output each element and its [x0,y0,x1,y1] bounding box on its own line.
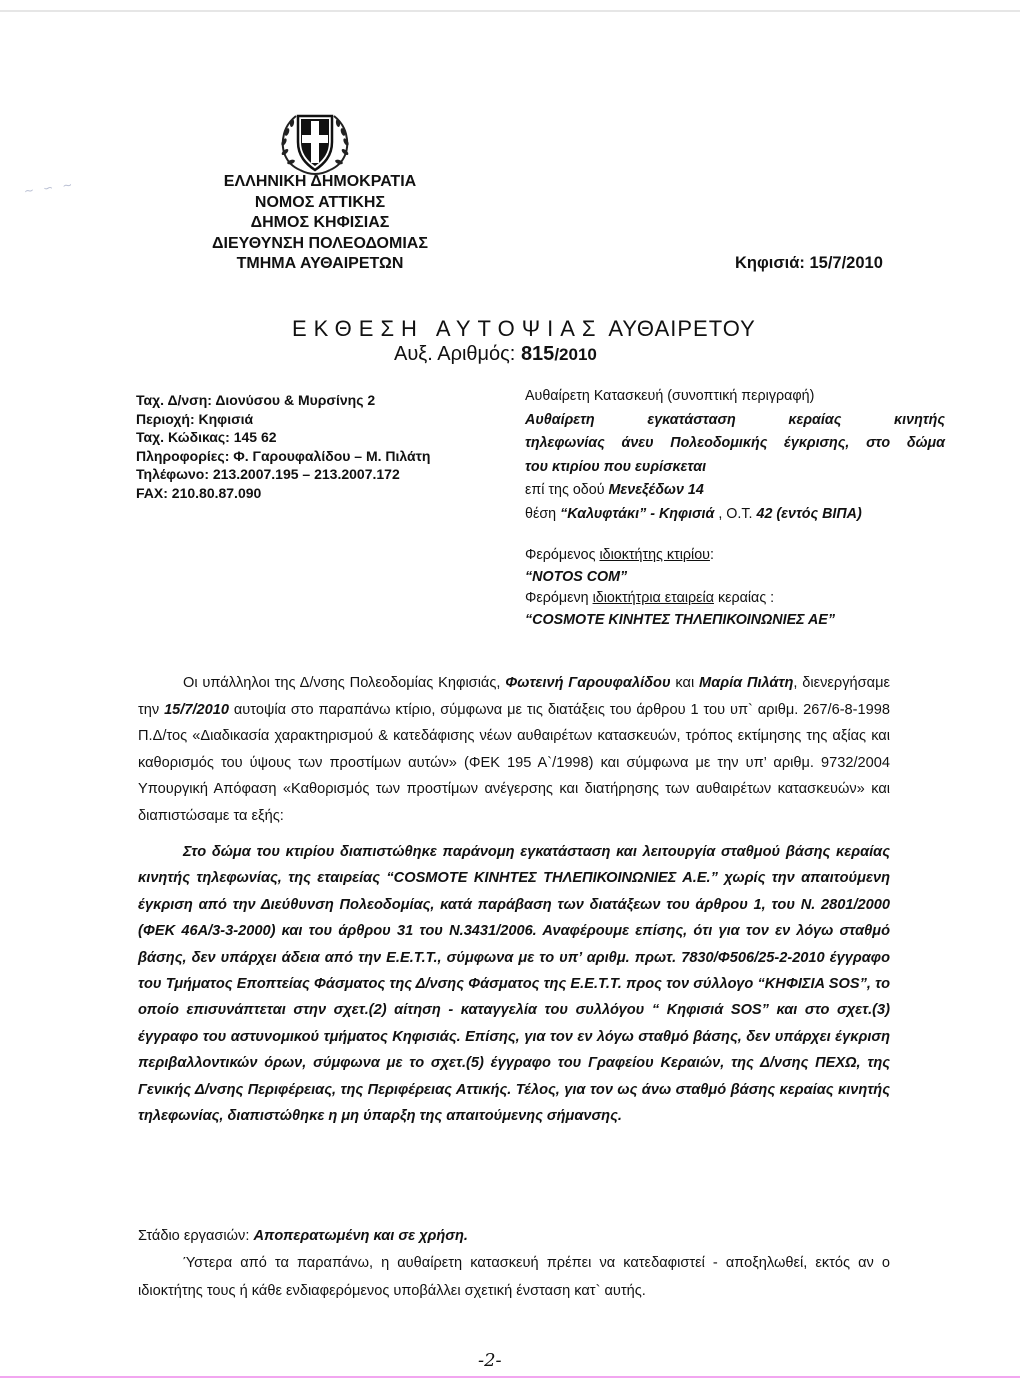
authority-line-republic: ΕΛΛΗΝΙΚΗ ΔΗΜΟΚΡΑΤΙΑ [223,173,417,190]
document-number-prefix: Αυξ. Αριθμός: [394,343,521,365]
scan-top-edge [0,10,1020,12]
owner-label-line [525,545,945,567]
document-number [394,343,597,366]
page-number: -2- [478,1350,502,1371]
ot-value: 42 (εντός ΒΙΠΑ) [756,505,862,522]
contact-details [136,391,430,502]
contact-area: Περιοχή: Κηφισιά [136,410,254,427]
contact-address: Ταχ. Δ/νση: Διονύσου & Μυρσίνης 2 [136,392,376,408]
contact-information: Πληροφορίες: Φ. Γαρουφαλίδου – Μ. Πιλάτη [136,447,431,464]
scan-bottom-edge [0,1376,1020,1378]
para1-text-2: και [670,675,700,691]
company-name: “COSMOTE ΚΙΝΗΤΕΣ ΤΗΛΕΠΙΚΟΙΝΩΝΙΕΣ ΑΕ” [525,611,835,628]
authority-line-prefecture: ΝΟΜΟΣ ΑΤΤΙΚΗΣ [254,193,386,211]
contact-phone: Τηλέφωνο: 213.2007.195 – 213.2007.172 [136,466,400,482]
document-title [292,316,756,342]
work-stage-value: Αποπερατωμένη και σε χρήση. [253,1228,468,1244]
para1-text-1: Οι υπάλληλοι της Δ/νσης Πολεοδομίας Κηφισιάς, [183,675,506,691]
issuing-authority-block [180,172,460,275]
authority-line-directorate: ΔΙΕΥΘΥΝΣΗ ΠΟΛΕΟΔΟΜΙΑΣ [212,234,428,252]
authority-line-department: ΤΜΗΜΑ ΑΥΘΑΙΡΕΤΩΝ [236,255,404,272]
company-label: ιδιοκτήτρια εταιρεία [592,590,714,606]
place-and-date: Κηφισιά: 15/7/2010 [735,254,883,272]
title-rest: ΑΥΘΑΙΡΕΤΟΥ [608,316,756,341]
position-prefix: θέση [525,505,561,522]
scan-stamp-mark: ∼ ∽ ∼ [22,177,77,199]
greek-coat-of-arms-icon [276,108,354,178]
work-stage [138,1224,890,1248]
inspection-date: 15/7/2010 [164,701,229,718]
findings-paragraph: Στο δώμα του κτιρίου διαπιστώθηκε παράνομη εγκατάσταση και λειτουργία σταθμού βάσης κεραίας κινητής τηλεφωνίας, της εταιρείας “COSMOTE ΚΙΝΗΤΕΣ ΤΗΛΕΠΙΚΟΙΝΩΝΙΕΣ Α.Ε.” χωρίς την απαιτούμενη έγκριση από την Διεύθυνση Πολεοδομίας, κατά παράβαση των διατάξεων του άρθρου 1, του Ν. 2801/2000 (ΦΕΚ 46Α/3-3-2000) και του άρθρου 31 του Ν.3431/2006. Αναφέρουμε επίσης, ότι για τον εν λόγω σταθμό βάσης, δεν υπάρχει άδεια από την Ε.Ε.Τ.Τ., σύμφωνα με το υπ’ αριθμ. πρωτ. 7830/Φ506/25-2-2010 έγγραφο του Τμήματος Εποπτείας Φάσματος της Δ/νσης Φάσματος της Ε.Ε.Τ.Τ. προς τον σύλλογο “ΚΗΦΙΣΙΑ SOS”, το οποίο επισυνάπτεται στην σχετ.(2) αίτηση - καταγγελία του συλλόγου “ Κηφισιά SOS” και στο σχετ.(3) έγγραφο του αστυνομικού τμήματος Κηφισιάς. Επίσης, για τον εν λόγω σταθμό βάσης, δεν υπάρχει έγκριση περιβαλλοντικών όρων, σύμφωνα με το σχετ.(5) έγγραφο του Γραφείου Κεραιών, της Δ/νσης ΠΕΧΩ, της Γενικής Δ/νσης Περιφέρειας, της Περιφέρειας Αττικής. Τέλος, για τον ως άνω σταθμό βάσης κεραίας κινητής τηλεφωνίας, διαπιστώθηκε η μη ύπαρξη της απαιτούμενης σήμανσης. [138,844,890,1125]
position-value: “Καλυφτάκι” - Κηφισιά [560,505,715,522]
inspector-name-1: Φωτεινή Γαρουφαλίδου [505,675,671,691]
owner-label: ιδιοκτήτης κτιρίου [599,547,710,563]
construction-heading: Αυθαίρετη Κατασκευή (συνοπτική περιγραφή) [525,388,815,404]
company-label-line [525,588,945,610]
contact-fax: FAX: 210.80.87.090 [136,484,262,501]
construction-desc-line-1: Αυθαίρετη εγκατάσταση κεραίας κινητής [525,411,945,428]
owner-prefix: Φερόμενος [525,547,600,563]
street-value: Μενεξέδων 14 [608,482,704,498]
street-prefix: επί της οδού [525,482,609,498]
conclusion-paragraph: Ύστερα από τα παραπάνω, η αυθαίρετη κατασκευή πρέπει να κατεδαφιστεί - αποξηλωθεί, εκτός αν ο ιδιοκτήτης τους ή κάθε ενδιαφερόμενος υποβάλλει σχετική ένσταση κατ` αυτής. [138,1255,890,1299]
company-suffix: κεραίας : [713,590,775,606]
para1-text-4: αυτοψία στο παραπάνω κτίριο, σύμφωνα με τις διατάξεις του άρθρου 1 του υπ` αριθμ. 267/6-8-1998 Π.Δ/τος «Διαδικασία χαρακτηρισμού & κατεδάφισης νέων αυθαιρέτων κατασκευών, τρόπος εκτίμησης της αξίας και καθορισμός του ύψους των προστίμων αυτών» (ΦΕΚ 195 Α`/1998) και σύμφωνα με την υπ’ αριθμ. 9732/2004 Υπουργική Απόφαση «Καθορισμός των προστίμων ανέγερσης και διατήρησης των αυθαιρέτων κατασκευών» και διαπιστώσαμε τα εξής: [138,701,890,824]
title-spaced-part: ΕΚΘΕΣΗ ΑΥΤΟΨΙΑΣ [292,316,603,341]
owners-block [525,545,945,631]
ot-prefix: , Ο.Τ. [714,505,757,522]
construction-summary [525,385,945,526]
para1-text-3: , διενεργήσαμε την [138,675,890,718]
construction-desc-line-2: τηλεφωνίας άνευ Πολεοδομικής έγκρισης, στο δώμα [525,435,945,451]
inspector-name-2: Μαρία Πιλάτη [699,675,794,691]
construction-street [525,479,945,503]
inspection-paragraph [138,670,890,829]
owner-suffix: : [709,547,714,563]
construction-desc-line-3: του κτιρίου που ευρίσκεται [525,458,707,475]
company-prefix: Φερόμενη [525,590,593,606]
document-number-value: 815 [520,343,555,365]
work-stage-label: Στάδιο εργασιών: [138,1228,254,1244]
document-number-year: /2010 [554,345,597,364]
owner-name: “NOTOS COM” [525,568,628,585]
authority-line-municipality: ΔΗΜΟΣ ΚΗΦΙΣΙΑΣ [250,214,390,231]
construction-position [525,503,945,527]
contact-postcode: Ταχ. Κώδικας: 145 62 [136,429,277,445]
